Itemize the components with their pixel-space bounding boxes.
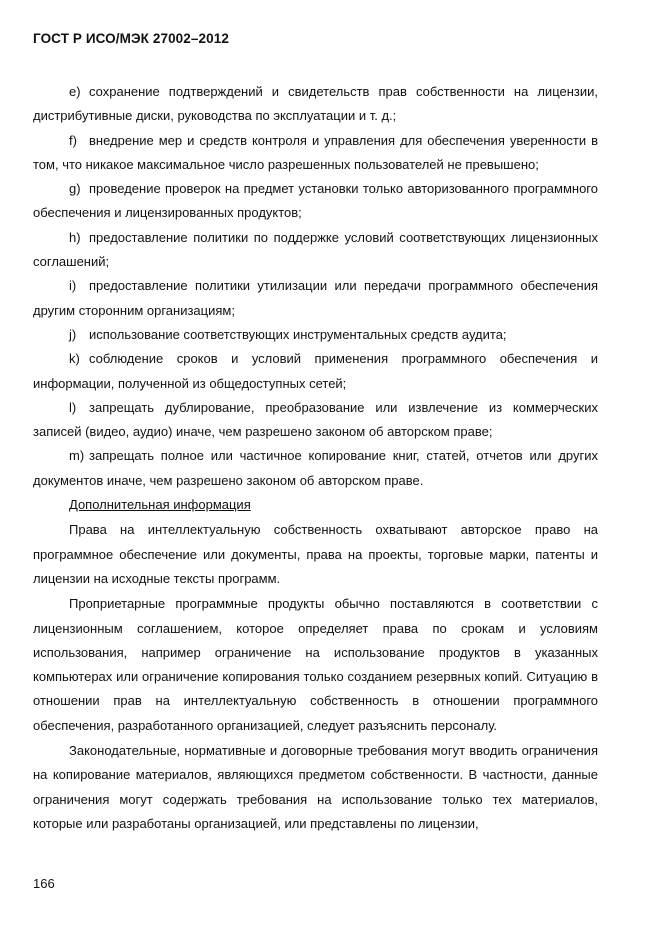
list-item-l: [33, 396, 598, 445]
page-number: 166: [33, 876, 55, 891]
list-item-f: [33, 129, 598, 178]
list-item-text: сохранение подтверждений и свидетельств прав собственности на лицензии, дистрибутивные диски, руководства по эксплуатации и т. д.;: [33, 84, 598, 124]
paragraph: Законодательные, нормативные и договорные требования могут вводить ограничения на копирование материалов, являющихся предметом собственности. В частности, данные ограничения могут содержать требования на использование только тех материалов, которые или разработаны организацией, или представлены по лицензии,: [33, 743, 598, 831]
list-item-m: [33, 444, 598, 493]
paragraph: Права на интеллектуальную собственность охватывают авторское право на программное обеспечение или документы, права на проекты, торговые марки, патенты и лицензии на исходные тексты программ.: [33, 522, 598, 586]
list-item-j: [33, 323, 598, 347]
paragraph: Проприетарные программные продукты обычно поставляются в соответствии с лицензионным соглашением, которое определяет права по срокам и условиям использования, например ограничение на использование продуктов в указанных компьютерах или ограничение копирования только созданием резервных копий. Ситуацию в отношении прав на интеллектуальную собственность в отношении программного обеспечения, разработанного организацией, следует разъяснить персоналу.: [33, 596, 598, 733]
list-item-text: запрещать дублирование, преобразование или извлечение из коммерческих записей (видео, аудио) иначе, чем разрешено законом об авторском праве;: [33, 399, 598, 440]
subheading-text: Дополнительная информация: [69, 497, 251, 513]
list-marker: l): [69, 399, 77, 415]
list-marker: e): [69, 84, 81, 99]
list-marker: j): [69, 326, 77, 342]
list-item-h: [33, 226, 598, 275]
list-marker: k): [69, 351, 80, 367]
list-marker: f): [69, 132, 77, 148]
list-marker: m): [69, 448, 85, 464]
list-item-text: соблюдение сроков и условий применения программного обеспечения и информации, полученной из общедоступных сетей;: [33, 351, 598, 391]
list-item-text: предоставление политики по поддержке условий соответствующих лицензионных соглашений;: [33, 229, 598, 270]
list-item-text: предоставление политики утилизации или передачи программного обеспечения другим сторонним организациям;: [33, 278, 598, 318]
list-item-g: [33, 177, 598, 226]
section-subheading: [33, 493, 598, 517]
document-header: ГОСТ Р ИСО/МЭК 27002–2012: [33, 31, 229, 46]
list-item-text: использование соответствующих инструментальных средств аудита;: [89, 326, 507, 342]
list-item-i: [33, 274, 598, 323]
document-body: [33, 80, 598, 836]
list-item-text: внедрение мер и средств контроля и управления для обеспечения уверенности в том, что никакое максимальное число разрешенных пользователей не превышено;: [33, 132, 598, 172]
list-marker: h): [69, 229, 81, 245]
list-item-k: [33, 347, 598, 396]
list-marker: g): [69, 181, 81, 197]
list-item-e: [33, 80, 598, 129]
list-marker: i): [69, 278, 77, 294]
list-item-text: проведение проверок на предмет установки только авторизованного программного обеспечения и лицензированных продуктов;: [33, 181, 598, 221]
list-item-text: запрещать полное или частичное копирование книг, статей, отчетов или других документов иначе, чем разрешено законом об авторском праве.: [33, 448, 598, 488]
